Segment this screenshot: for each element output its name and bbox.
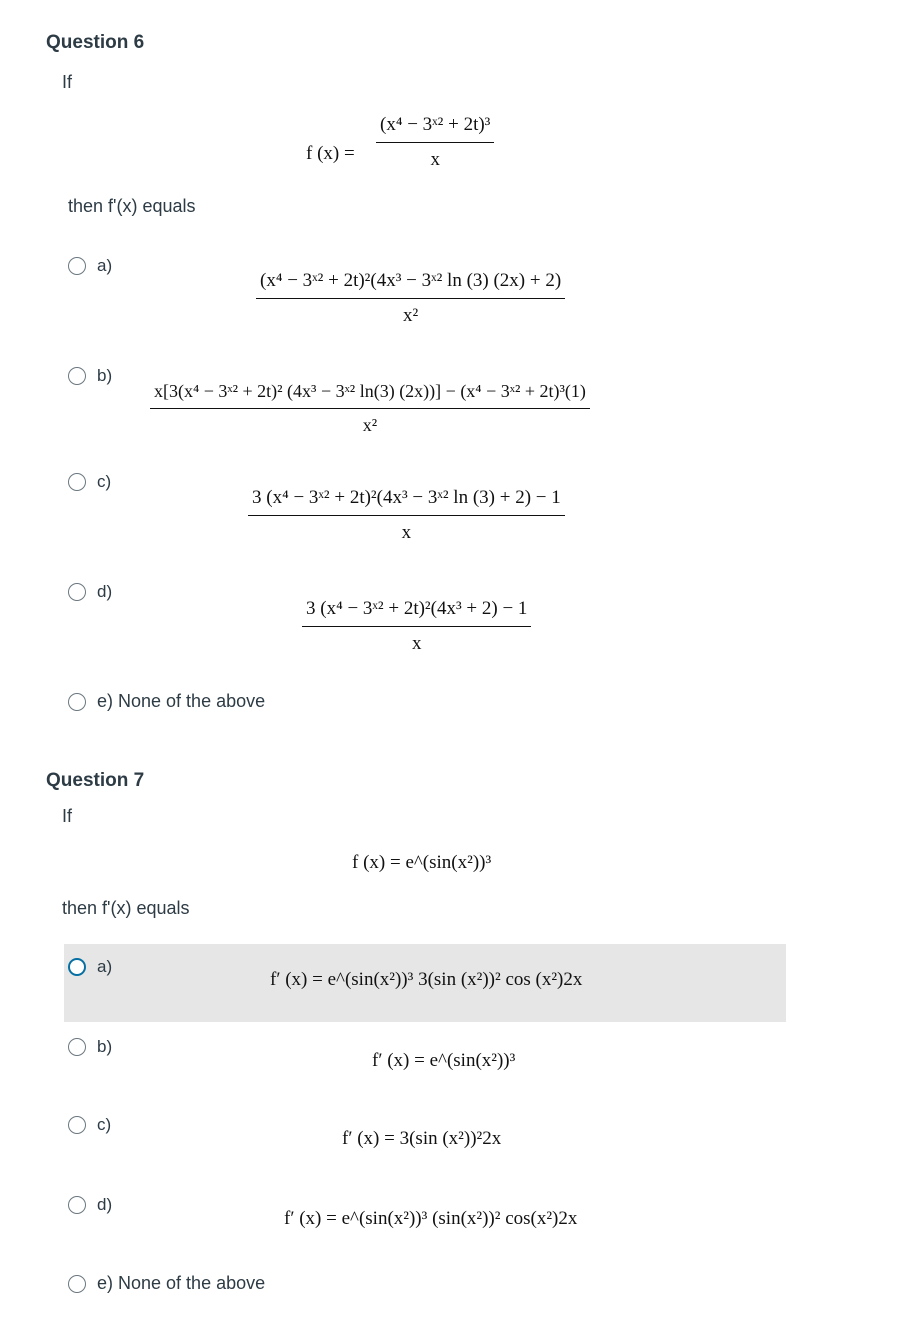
q6-option-a-letter[interactable]: a): [97, 256, 113, 275]
q6-option-d-radio[interactable]: [68, 583, 86, 601]
q7-option-a-radio[interactable]: [68, 958, 86, 976]
q6-function-denominator: x: [430, 149, 440, 170]
question-7-title: Question 7: [46, 770, 145, 791]
q6-option-b-letter[interactable]: b): [97, 366, 113, 385]
q6-option-d-fraction: [302, 598, 531, 655]
q7-option-b-radio[interactable]: [68, 1038, 86, 1056]
question-6-title: Question 6: [46, 32, 145, 53]
q6-option-d-denominator: x: [411, 633, 422, 654]
q7-function: f (x) = e^(sin(x²))³: [352, 852, 492, 873]
q6-option-b-denominator: x²: [362, 415, 378, 435]
q7-option-a-expression: f′ (x) = e^(sin(x²))³ 3(sin (x²))² cos (x²)2x: [270, 969, 583, 990]
q6-option-a-denominator: x²: [402, 305, 419, 326]
q7-option-c-letter[interactable]: c): [97, 1115, 112, 1134]
q6-option-d-numerator: 3 (x⁴ − 3ˣ² + 2t)²(4x³ + 2) − 1: [302, 598, 531, 627]
q6-option-a-fraction: [256, 270, 565, 327]
q6-option-e-label[interactable]: e) None of the above: [97, 691, 266, 711]
q7-then-label: then f'(x) equals: [62, 898, 190, 918]
q7-option-a-letter[interactable]: a): [97, 957, 113, 976]
q6-option-c-fraction: [248, 487, 565, 544]
q6-option-e-radio[interactable]: [68, 693, 86, 711]
q6-option-d-letter[interactable]: d): [97, 582, 113, 601]
q6-if-label: If: [62, 72, 73, 92]
q7-option-d-expression: f′ (x) = e^(sin(x²))³ (sin(x²))² cos(x²)2x: [284, 1208, 578, 1229]
q6-option-b-fraction: [150, 381, 590, 436]
q7-option-d-letter[interactable]: d): [97, 1195, 113, 1214]
q6-function-fraction: [376, 114, 494, 171]
q6-option-c-radio[interactable]: [68, 473, 86, 491]
q7-option-e-label[interactable]: e) None of the above: [97, 1273, 266, 1293]
q7-option-c-expression: f′ (x) = 3(sin (x²))²2x: [342, 1128, 502, 1149]
q7-option-e-radio[interactable]: [68, 1275, 86, 1293]
q6-then-label: then f'(x) equals: [68, 196, 196, 216]
q7-option-b-letter[interactable]: b): [97, 1037, 113, 1056]
q6-option-b-numerator: x[3(x⁴ − 3ˣ² + 2t)² (4x³ − 3ˣ² ln(3) (2x))] − (x⁴ − 3ˣ² + 2t)³(1): [150, 381, 590, 409]
q7-option-c-radio[interactable]: [68, 1116, 86, 1134]
q6-option-a-radio[interactable]: [68, 257, 86, 275]
q6-function-numerator: (x⁴ − 3ˣ² + 2t)³: [376, 114, 494, 143]
q7-option-d-radio[interactable]: [68, 1196, 86, 1214]
q6-function-lhs: f (x) =: [306, 143, 355, 164]
q6-option-b-radio[interactable]: [68, 367, 86, 385]
q6-option-a-numerator: (x⁴ − 3ˣ² + 2t)²(4x³ − 3ˣ² ln (3) (2x) + 2): [256, 270, 565, 299]
q6-option-c-denominator: x: [401, 522, 412, 543]
q7-if-label: If: [62, 806, 73, 826]
q7-option-b-expression: f′ (x) = e^(sin(x²))³: [372, 1050, 516, 1071]
q6-option-c-numerator: 3 (x⁴ − 3ˣ² + 2t)²(4x³ − 3ˣ² ln (3) + 2) − 1: [248, 487, 565, 516]
q6-option-c-letter[interactable]: c): [97, 472, 112, 491]
